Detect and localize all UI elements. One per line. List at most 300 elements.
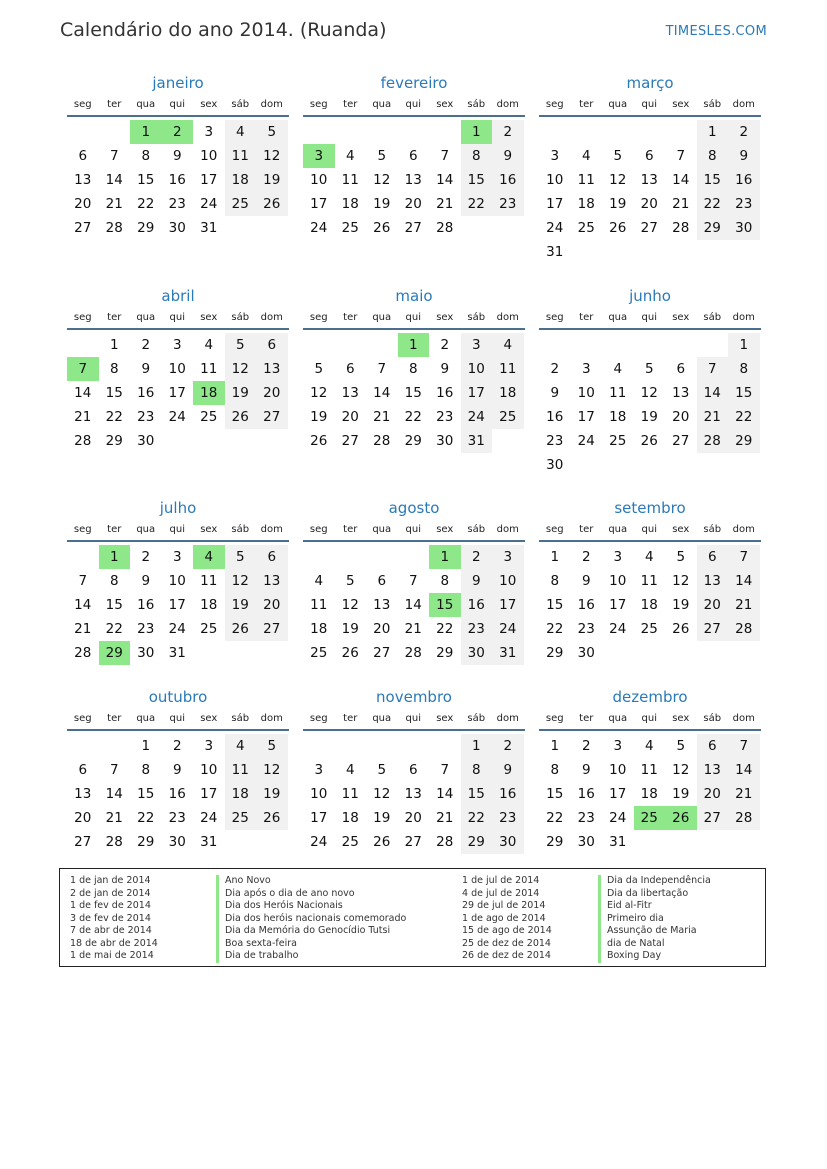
month-name: fevereiro: [380, 74, 448, 92]
day-cell: 26: [225, 617, 257, 641]
day-cell: 6: [256, 333, 288, 357]
day-cell: 7: [109, 148, 119, 164]
legend-date: 2 de jan de 2014: [70, 887, 151, 899]
weekday-label: seg: [73, 524, 92, 535]
day-cell: 24: [200, 810, 218, 826]
day-cell: 19: [256, 782, 288, 806]
day-cell: 10: [461, 357, 493, 381]
day-cell: 24: [310, 220, 328, 236]
day-cell: 22: [436, 621, 454, 637]
day-cell: 8: [141, 148, 151, 164]
holiday-legend: [59, 868, 766, 967]
weekday-label: ter: [579, 99, 594, 110]
legend-date: 18 de abr de 2014: [70, 937, 158, 949]
empty-cell: [398, 545, 430, 569]
day-cell: 2: [550, 361, 560, 377]
day-cell: 24: [310, 834, 328, 850]
day-cell: 16: [546, 409, 564, 425]
day-cell: 23: [168, 196, 186, 212]
empty-cell: [335, 120, 367, 144]
day-cell: 22: [105, 409, 123, 425]
day-cell: 29: [697, 216, 729, 240]
weekday-label: dom: [732, 99, 755, 110]
day-cell: 25: [609, 433, 627, 449]
day-cell: 30: [492, 830, 524, 854]
empty-cell: [634, 120, 666, 144]
legend-holiday-name: Dia da libertação: [598, 888, 711, 901]
weekday-label: sáb: [467, 524, 486, 535]
day-cell: 19: [373, 196, 391, 212]
day-cell: 24: [200, 196, 218, 212]
empty-cell: [571, 333, 603, 357]
day-cell: 11: [492, 357, 524, 381]
day-cell: 5: [676, 738, 686, 754]
holiday-day-cell: 1: [99, 545, 131, 569]
holiday-day-cell: 18: [193, 381, 225, 405]
day-cell: 14: [373, 385, 391, 401]
holiday-day-cell: 15: [429, 593, 461, 617]
day-cell: 24: [492, 617, 524, 641]
empty-cell: [67, 120, 99, 144]
weekday-header: [303, 97, 525, 117]
day-cell: 28: [728, 806, 760, 830]
day-cell: 11: [577, 172, 595, 188]
day-cell: 2: [172, 738, 182, 754]
day-cell: 4: [345, 762, 355, 778]
holiday-day-cell: 25: [634, 806, 666, 830]
month-julho: [67, 498, 289, 665]
day-cell: 21: [728, 593, 760, 617]
empty-cell: [697, 333, 729, 357]
day-cell: 26: [256, 192, 288, 216]
weekday-label: seg: [309, 312, 328, 323]
legend-date: 4 de jul de 2014: [462, 887, 540, 899]
weekday-label: sex: [200, 99, 218, 110]
day-cell: 13: [404, 172, 422, 188]
holiday-day-cell: 1: [429, 545, 461, 569]
day-cell: 15: [137, 172, 155, 188]
weekday-header: [303, 711, 525, 731]
day-grid: [539, 333, 761, 477]
day-cell: 23: [436, 409, 454, 425]
day-cell: 5: [377, 148, 387, 164]
weekday-label: ter: [107, 524, 122, 535]
empty-cell: [99, 120, 131, 144]
day-cell: 26: [310, 433, 328, 449]
day-cell: 3: [314, 762, 324, 778]
day-cell: 18: [640, 597, 658, 613]
day-cell: 6: [697, 545, 729, 569]
month-name: abril: [161, 287, 195, 305]
empty-cell: [571, 120, 603, 144]
day-cell: 7: [377, 361, 387, 377]
day-cell: 17: [577, 409, 595, 425]
page-title: Calendário do ano 2014. (Ruanda): [60, 19, 387, 41]
day-cell: 2: [141, 549, 151, 565]
day-cell: 24: [609, 810, 627, 826]
day-cell: 27: [697, 617, 729, 641]
day-cell: 3: [204, 124, 214, 140]
day-cell: 18: [341, 196, 359, 212]
legend-left-dates: [70, 875, 158, 963]
day-cell: 16: [577, 786, 595, 802]
month-name: janeiro: [152, 74, 204, 92]
day-cell: 11: [609, 385, 627, 401]
weekday-label: sáb: [467, 713, 486, 724]
day-cell: 12: [373, 172, 391, 188]
weekday-label: qua: [136, 99, 156, 110]
day-grid: [67, 120, 289, 240]
day-cell: 7: [440, 148, 450, 164]
day-cell: 15: [461, 168, 493, 192]
day-cell: 29: [137, 834, 155, 850]
day-cell: 17: [609, 786, 627, 802]
weekday-label: qui: [169, 312, 185, 323]
empty-cell: [602, 333, 634, 357]
weekday-label: seg: [73, 99, 92, 110]
day-cell: 1: [550, 738, 560, 754]
day-cell: 8: [408, 361, 418, 377]
day-cell: 14: [672, 172, 690, 188]
day-cell: 14: [728, 758, 760, 782]
day-cell: 25: [200, 409, 218, 425]
day-cell: 3: [492, 545, 524, 569]
day-cell: 12: [341, 597, 359, 613]
day-cell: 18: [341, 810, 359, 826]
day-cell: 7: [728, 545, 760, 569]
day-cell: 19: [640, 409, 658, 425]
day-cell: 12: [640, 385, 658, 401]
legend-date: 1 de fev de 2014: [70, 900, 151, 911]
day-cell: 6: [408, 762, 418, 778]
day-cell: 9: [492, 758, 524, 782]
day-cell: 7: [728, 734, 760, 758]
day-cell: 19: [310, 409, 328, 425]
day-cell: 19: [256, 168, 288, 192]
day-cell: 12: [225, 357, 257, 381]
month-abril: [67, 286, 289, 453]
weekday-header: [539, 522, 761, 542]
day-cell: 6: [697, 734, 729, 758]
day-cell: 7: [109, 762, 119, 778]
day-cell: 3: [613, 549, 623, 565]
weekday-label: qui: [405, 713, 421, 724]
day-cell: 8: [109, 361, 119, 377]
day-cell: 12: [256, 144, 288, 168]
weekday-label: sex: [672, 99, 690, 110]
legend-date: 15 de ago de 2014: [462, 925, 552, 936]
day-cell: 5: [676, 549, 686, 565]
empty-cell: [335, 333, 367, 357]
day-cell: 30: [728, 216, 760, 240]
day-cell: 16: [168, 786, 186, 802]
legend-holiday-name: Primeiro dia: [598, 913, 711, 926]
day-cell: 2: [581, 738, 591, 754]
day-cell: 13: [672, 385, 690, 401]
weekday-label: seg: [73, 713, 92, 724]
day-cell: 6: [345, 361, 355, 377]
day-cell: 11: [640, 573, 658, 589]
day-cell: 19: [609, 196, 627, 212]
day-cell: 16: [168, 172, 186, 188]
day-cell: 22: [461, 192, 493, 216]
weekday-label: sáb: [703, 524, 722, 535]
day-cell: 12: [225, 569, 257, 593]
day-cell: 24: [546, 220, 564, 236]
holiday-day-cell: 1: [130, 120, 162, 144]
day-cell: 19: [225, 593, 257, 617]
day-cell: 14: [404, 597, 422, 613]
day-cell: 17: [461, 381, 493, 405]
weekday-label: qui: [169, 713, 185, 724]
day-cell: 24: [609, 621, 627, 637]
day-cell: 31: [461, 429, 493, 453]
day-cell: 21: [672, 196, 690, 212]
day-cell: 26: [225, 405, 257, 429]
day-cell: 23: [577, 621, 595, 637]
day-cell: 27: [256, 617, 288, 641]
weekday-header: [67, 310, 289, 330]
weekday-label: sex: [672, 312, 690, 323]
legend-holiday-name: Dia após o dia de ano novo: [216, 888, 406, 901]
legend-holiday-name: Boxing Day: [598, 950, 711, 963]
day-cell: 2: [492, 734, 524, 758]
day-cell: 9: [492, 144, 524, 168]
day-cell: 23: [168, 810, 186, 826]
day-cell: 22: [697, 192, 729, 216]
day-cell: 4: [204, 337, 214, 353]
day-cell: 16: [492, 782, 524, 806]
day-cell: 10: [609, 762, 627, 778]
empty-cell: [303, 734, 335, 758]
day-cell: 5: [256, 120, 288, 144]
day-cell: 20: [640, 196, 658, 212]
empty-cell: [335, 545, 367, 569]
weekday-label: sex: [672, 713, 690, 724]
day-grid: [539, 120, 761, 264]
weekday-label: seg: [545, 713, 564, 724]
day-cell: 9: [581, 573, 591, 589]
legend-date: 29 de jul de 2014: [462, 900, 546, 911]
day-cell: 19: [341, 621, 359, 637]
day-cell: 30: [137, 645, 155, 661]
day-cell: 22: [137, 196, 155, 212]
legend-date: 1 de jul de 2014: [462, 875, 540, 886]
day-cell: 28: [436, 220, 454, 236]
legend-date: 1 de ago de 2014: [462, 912, 546, 924]
weekday-header: [539, 97, 761, 117]
day-cell: 4: [345, 148, 355, 164]
day-cell: 29: [461, 830, 493, 854]
day-cell: 28: [728, 617, 760, 641]
legend-holiday-name: Dia da Memória do Genocídio Tutsi: [216, 925, 406, 938]
day-cell: 4: [613, 361, 623, 377]
day-cell: 16: [577, 597, 595, 613]
day-cell: 18: [640, 786, 658, 802]
day-cell: 6: [408, 148, 418, 164]
day-grid: [303, 333, 525, 453]
day-cell: 19: [373, 810, 391, 826]
day-cell: 20: [256, 593, 288, 617]
day-cell: 11: [225, 758, 257, 782]
day-cell: 8: [461, 144, 493, 168]
holiday-day-cell: 29: [99, 641, 131, 665]
day-cell: 8: [109, 573, 119, 589]
day-cell: 12: [373, 786, 391, 802]
day-cell: 6: [78, 762, 88, 778]
day-cell: 6: [676, 361, 686, 377]
day-cell: 5: [225, 333, 257, 357]
weekday-label: qua: [372, 713, 392, 724]
day-cell: 17: [546, 196, 564, 212]
weekday-label: qui: [169, 524, 185, 535]
day-cell: 10: [577, 385, 595, 401]
weekday-label: ter: [343, 713, 358, 724]
day-cell: 18: [225, 168, 257, 192]
weekday-label: ter: [343, 312, 358, 323]
day-cell: 27: [697, 806, 729, 830]
legend-holiday-name: Dia da Independência: [598, 875, 711, 888]
day-cell: 20: [672, 409, 690, 425]
legend-holiday-name: Dia dos heróis nacionais comemorado: [216, 913, 406, 926]
day-cell: 9: [141, 361, 151, 377]
weekday-label: seg: [309, 524, 328, 535]
empty-cell: [539, 120, 571, 144]
day-cell: 27: [404, 834, 422, 850]
day-cell: 13: [74, 172, 92, 188]
day-cell: 26: [373, 220, 391, 236]
day-cell: 8: [728, 357, 760, 381]
month-name: outubro: [148, 688, 208, 706]
day-cell: 11: [640, 762, 658, 778]
day-cell: 13: [256, 569, 288, 593]
day-cell: 11: [225, 144, 257, 168]
holiday-day-cell: 4: [193, 545, 225, 569]
legend-left-names: [216, 875, 406, 963]
day-cell: 8: [461, 758, 493, 782]
weekday-label: qua: [136, 713, 156, 724]
legend-date: 3 de fev de 2014: [70, 912, 151, 924]
day-cell: 4: [492, 333, 524, 357]
day-grid: [539, 734, 761, 854]
holiday-day-cell: 7: [67, 357, 99, 381]
day-cell: 21: [728, 782, 760, 806]
day-cell: 24: [168, 409, 186, 425]
brand-link[interactable]: TIMESLES.COM: [665, 24, 767, 39]
empty-cell: [634, 333, 666, 357]
day-cell: 7: [408, 573, 418, 589]
day-cell: 22: [546, 621, 564, 637]
day-cell: 25: [341, 220, 359, 236]
day-cell: 27: [74, 834, 92, 850]
day-cell: 16: [728, 168, 760, 192]
month-novembro: [303, 687, 525, 854]
day-cell: 20: [697, 782, 729, 806]
day-cell: 11: [310, 597, 328, 613]
day-cell: 14: [105, 786, 123, 802]
day-cell: 11: [200, 573, 218, 589]
weekday-label: sáb: [703, 99, 722, 110]
day-cell: 27: [373, 645, 391, 661]
day-cell: 5: [644, 361, 654, 377]
day-cell: 30: [137, 433, 155, 449]
day-cell: 8: [440, 573, 450, 589]
weekday-label: ter: [107, 713, 122, 724]
day-cell: 4: [225, 734, 257, 758]
day-cell: 28: [436, 834, 454, 850]
day-cell: 22: [137, 810, 155, 826]
empty-cell: [366, 545, 398, 569]
day-cell: 25: [341, 834, 359, 850]
day-cell: 9: [141, 573, 151, 589]
weekday-label: seg: [309, 713, 328, 724]
day-cell: 3: [461, 333, 493, 357]
day-cell: 21: [373, 409, 391, 425]
weekday-label: dom: [732, 713, 755, 724]
day-cell: 20: [404, 810, 422, 826]
month-janeiro: [67, 73, 289, 240]
day-cell: 18: [577, 196, 595, 212]
day-grid: [67, 734, 289, 854]
day-cell: 10: [200, 762, 218, 778]
weekday-header: [67, 522, 289, 542]
day-cell: 31: [200, 834, 218, 850]
empty-cell: [398, 734, 430, 758]
weekday-label: dom: [496, 524, 519, 535]
empty-cell: [366, 734, 398, 758]
day-cell: 14: [74, 385, 92, 401]
day-cell: 27: [341, 433, 359, 449]
day-cell: 4: [225, 120, 257, 144]
day-cell: 15: [105, 385, 123, 401]
day-grid: [303, 734, 525, 854]
weekday-header: [539, 310, 761, 330]
day-cell: 21: [697, 405, 729, 429]
day-cell: 27: [640, 220, 658, 236]
day-cell: 2: [440, 337, 450, 353]
weekday-label: qua: [608, 524, 628, 535]
weekday-label: qui: [641, 312, 657, 323]
weekday-header: [539, 711, 761, 731]
day-cell: 16: [436, 385, 454, 401]
day-cell: 21: [105, 196, 123, 212]
day-cell: 18: [492, 381, 524, 405]
day-cell: 9: [172, 148, 182, 164]
day-cell: 17: [200, 786, 218, 802]
weekday-label: dom: [732, 524, 755, 535]
day-cell: 9: [581, 762, 591, 778]
day-cell: 28: [373, 433, 391, 449]
empty-cell: [67, 734, 99, 758]
day-cell: 23: [137, 621, 155, 637]
day-cell: 2: [492, 120, 524, 144]
month-setembro: [539, 498, 761, 665]
day-cell: 12: [672, 762, 690, 778]
day-cell: 2: [728, 120, 760, 144]
day-cell: 8: [141, 762, 151, 778]
weekday-label: sex: [436, 312, 454, 323]
day-cell: 18: [310, 621, 328, 637]
legend-date: 25 de dez de 2014: [462, 937, 551, 949]
day-cell: 30: [168, 220, 186, 236]
month-dezembro: [539, 687, 761, 854]
weekday-label: qui: [641, 99, 657, 110]
day-grid: [67, 545, 289, 665]
day-cell: 13: [256, 357, 288, 381]
weekday-label: qua: [608, 713, 628, 724]
weekday-label: ter: [107, 312, 122, 323]
month-name: maio: [395, 287, 433, 305]
